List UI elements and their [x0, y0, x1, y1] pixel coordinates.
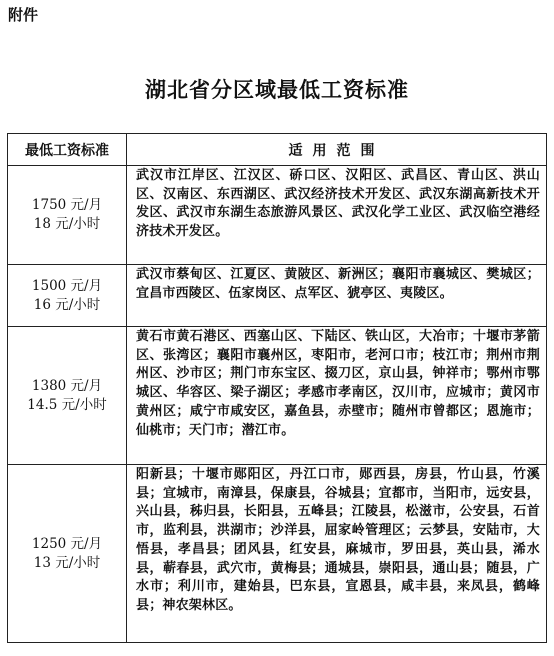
table-row — [8, 265, 547, 327]
hourly-wage: 13 元/小时 — [33, 554, 101, 571]
monthly-wage: 1500 元/月 — [31, 277, 103, 294]
attachment-label: 附件 — [8, 6, 39, 24]
scope-cell: 武汉市江岸区、江汉区、硚口区、汉阳区、武昌区、青山区、洪山区、汉南区、东西湖区、武汉经济技术开发区、武汉东湖高新技术开发区、武汉市东湖生态旅游风景区、武汉化学工业区、武汉临空港经济技术开发区。 — [127, 166, 547, 265]
column-header-scope: 适用范围 — [127, 134, 547, 166]
monthly-wage: 1750 元/月 — [31, 197, 103, 213]
wage-standard-cell — [8, 465, 127, 643]
column-header-standard: 最低工资标准 — [8, 134, 127, 166]
wage-standard-cell — [8, 265, 127, 327]
wage-standard-cell — [8, 166, 127, 265]
table-row — [8, 327, 547, 465]
minimum-wage-table — [7, 133, 547, 643]
scope-cell: 武汉市蔡甸区、江夏区、黄陂区、新洲区；襄阳市襄城区、樊城区；宜昌市西陵区、伍家岗区、点军区、猇亭区、夷陵区。 — [127, 265, 547, 327]
scope-cell: 阳新县；十堰市郧阳区，丹江口市，郧西县，房县，竹山县，竹溪县；宜城市，南漳县，保康县，谷城县；宜都市，当阳市，远安县，兴山县，秭归县，长阳县，五峰县；江陵县，松滋市，公安县，石首市，监利县，洪湖市；沙洋县，屈家岭管理区；云梦县，安陆市，大悟县，孝昌县；团风县，红安县，麻城市，罗田县，英山县，浠水县，蕲春县，武穴市，黄梅县；通城县，崇阳县，通山县；随县，广水市；利川市，建始县，巴东县，宣恩县，咸丰县，来凤县，鹤峰县；神农架林区。 — [127, 465, 547, 643]
wage-standard-cell — [8, 327, 127, 465]
table-row — [8, 166, 547, 265]
hourly-wage: 16 元/小时 — [33, 296, 101, 313]
monthly-wage: 1250 元/月 — [31, 535, 103, 552]
document-title: 湖北省分区域最低工资标准 — [145, 78, 409, 102]
hourly-wage: 18 元/小时 — [33, 216, 101, 232]
table-row — [8, 465, 547, 643]
monthly-wage: 1380 元/月 — [31, 377, 103, 394]
hourly-wage: 14.5 元/小时 — [27, 396, 107, 413]
table-header-row — [8, 134, 547, 166]
scope-cell: 黄石市黄石港区、西塞山区、下陆区、铁山区，大冶市；十堰市茅箭区、张湾区；襄阳市襄州区，枣阳市，老河口市；枝江市；荆州市荆州区、沙市区；荆门市东宝区、掇刀区，京山县，钟祥市；鄂州市鄂城区、华容区、梁子湖区；孝感市孝南区，汉川市，应城市；黄冈市黄州区；咸宁市咸安区，嘉鱼县，赤壁市；随州市曾都区；恩施市；仙桃市；天门市；潜江市。 — [127, 327, 547, 465]
